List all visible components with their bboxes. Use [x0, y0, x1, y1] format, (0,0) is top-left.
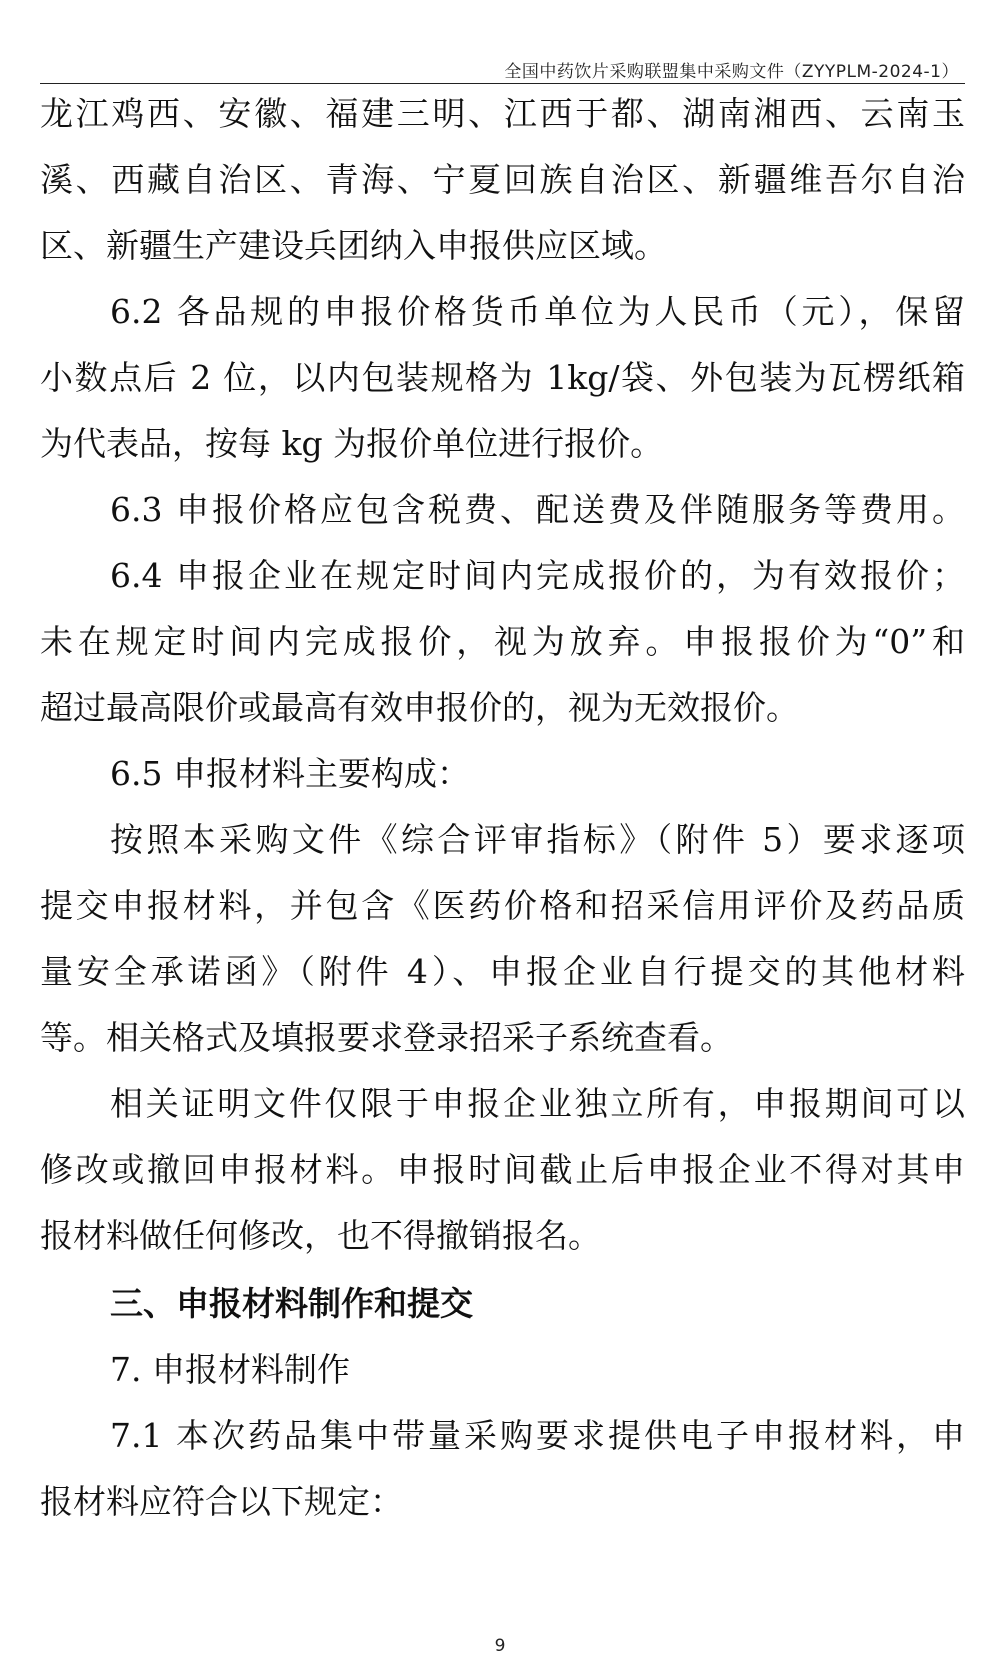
text-line: 区、新疆生产建设兵团纳入申报供应区域。 — [40, 226, 667, 265]
text-line: 按照本采购文件《综合评审指标》（附件 5）要求逐项 — [110, 820, 965, 859]
text-line: 等。相关格式及填报要求登录招采子系统查看。 — [40, 1018, 733, 1057]
paragraph-6-2-line: 6.2 各品规的申报价格货币单位为人民币（元），保留 — [110, 292, 965, 331]
paragraph-6-5-line: 6.5 申报材料主要构成： — [110, 754, 470, 793]
text-line: 超过最高限价或最高有效申报价的，视为无效报价。 — [40, 688, 799, 727]
paragraph-7-1-line: 7.1 本次药品集中带量采购要求提供电子申报材料，申 — [110, 1416, 965, 1455]
text-line: 未在规定时间内完成报价，视为放弃。申报报价为“0”和 — [40, 622, 965, 661]
section-heading: 三、申报材料制作和提交 — [110, 1284, 473, 1323]
text-line: 修改或撤回申报材料。申报时间截止后申报企业不得对其申 — [40, 1150, 965, 1189]
text-line: 报材料应符合以下规定： — [40, 1482, 403, 1521]
subsection-heading: 7. 申报材料制作 — [110, 1350, 350, 1389]
page-header — [40, 55, 965, 84]
text-line: 为代表品，按每 kg 为报价单位进行报价。 — [40, 424, 664, 463]
text-line: 小数点后 2 位，以内包装规格为 1kg/袋、外包装为瓦楞纸箱 — [40, 358, 965, 397]
text-line: 溪、西藏自治区、青海、宁夏回族自治区、新疆维吾尔自治 — [40, 160, 965, 199]
text-line: 量安全承诺函》（附件 4）、申报企业自行提交的其他材料 — [40, 952, 965, 991]
text-line: 报材料做任何修改，也不得撤销报名。 — [40, 1216, 601, 1255]
header-title: 全国中药饮片采购联盟集中采购文件（ZYYPLM-2024-1） — [504, 62, 959, 82]
paragraph-6-4-line: 6.4 申报企业在规定时间内完成报价的，为有效报价； — [110, 556, 965, 595]
text-line: 提交申报材料，并包含《医药价格和招采信用评价及药品质 — [40, 886, 965, 925]
paragraph-6-3-line: 6.3 申报价格应包含税费、配送费及伴随服务等费用。 — [110, 490, 965, 529]
page-number: 9 — [494, 1636, 506, 1656]
text-line: 相关证明文件仅限于申报企业独立所有，申报期间可以 — [110, 1084, 965, 1123]
text-line: 龙江鸡西、安徽、福建三明、江西于都、湖南湘西、云南玉 — [40, 94, 965, 133]
